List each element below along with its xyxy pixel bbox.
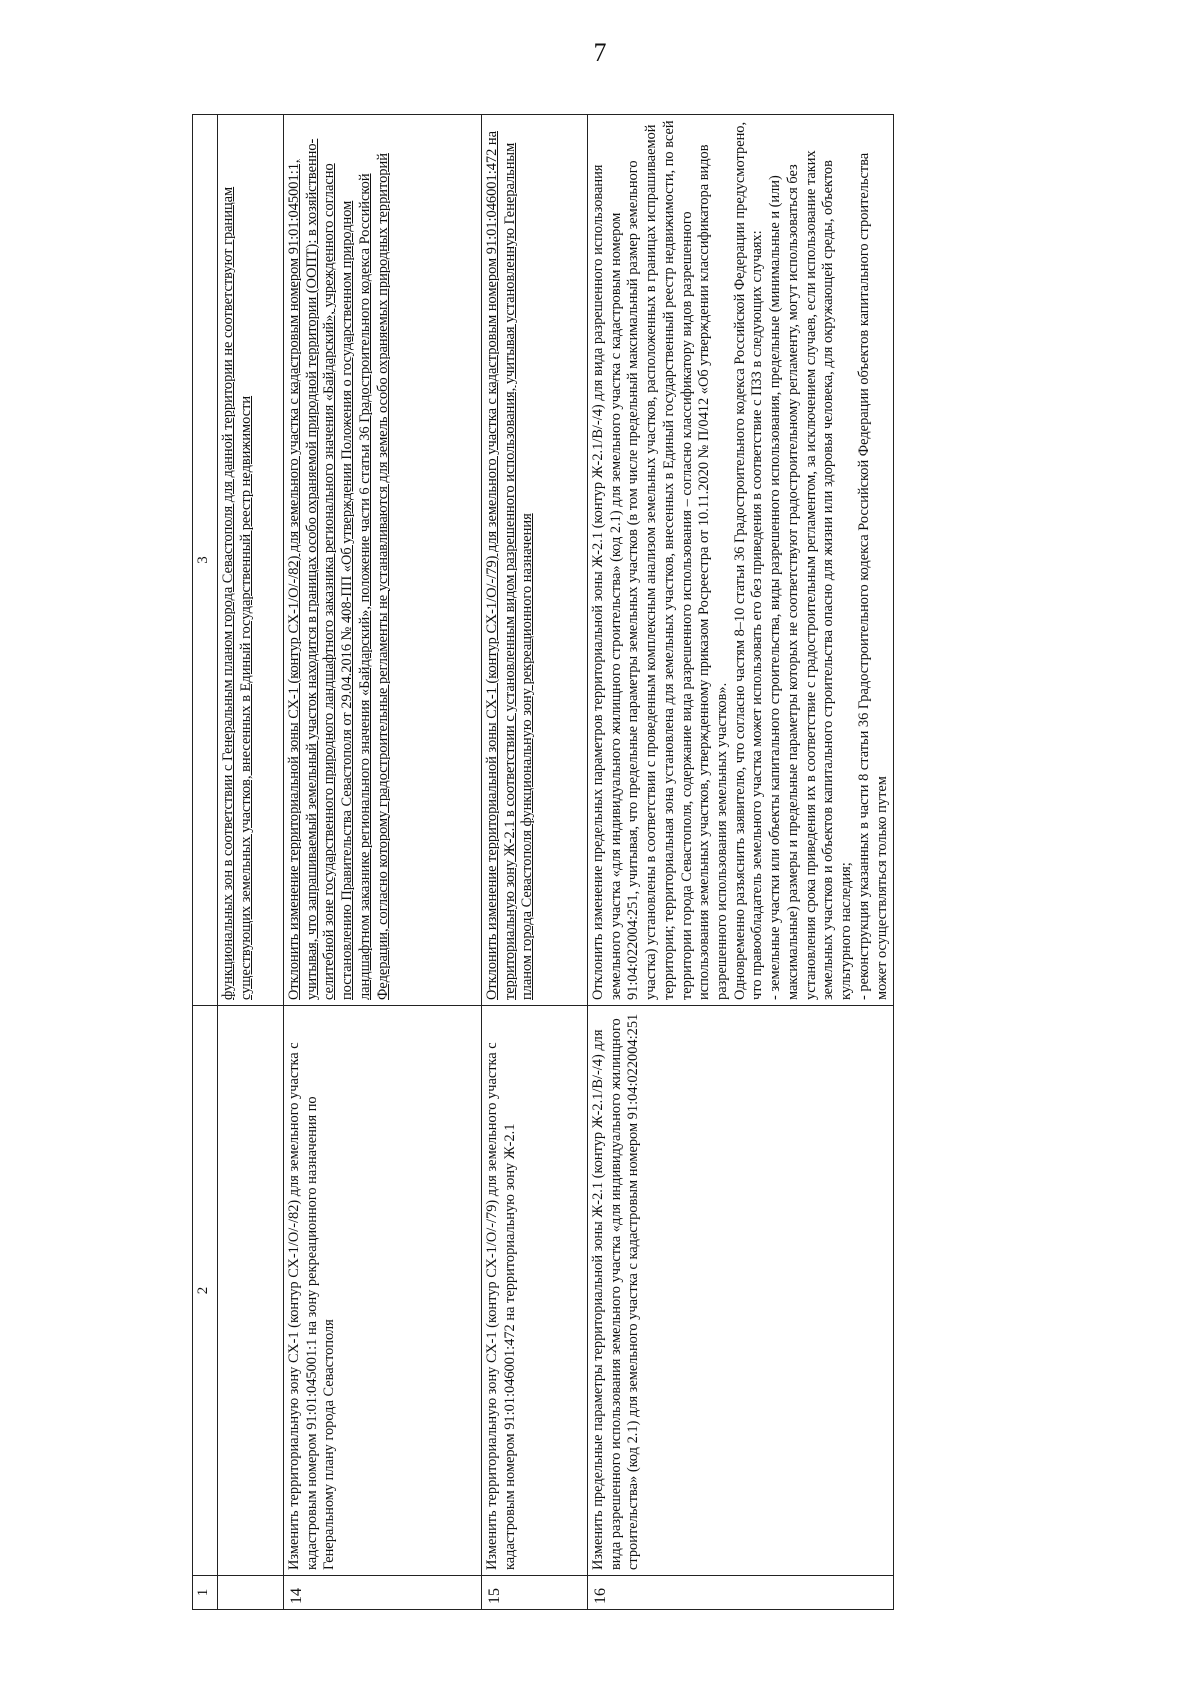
table-row-16 [588, 115, 894, 1610]
table-row-15 [482, 115, 588, 1610]
proposal-cell: Изменить предельные параметры территориальной зоны Ж-2.1 (контур Ж-2.1/В/-/4) для вида разрешенного использования земельного участка «для индивидуального жилищного строительства» (код 2.1) для земельного участка с кадастровым номером 91:04:022004:251 [588, 1006, 894, 1576]
decision-paragraph: Одновременно разъяснить заявителю, что согласно частям 8–10 статьи 36 Градостроительного кодекса Российской Федерации предусмотрено, что правообладатель земельного участка может использовать его без приведения в соответствие с ПЗЗ в следующих случаях: [731, 121, 766, 1000]
column-header-3: 3 [193, 115, 218, 1006]
row-number: 15 [482, 1576, 588, 1610]
decision-paragraph: - реконструкция указанных в части 8 статьи 36 Градостроительного кодекса Российской Федерации объектов капитального строительства может осуществляться только путем [855, 152, 890, 1000]
rotated-table-container [192, 115, 1117, 1610]
table-row-continuation [218, 115, 284, 1610]
table-header-row [193, 115, 218, 1610]
cell-empty [218, 1576, 284, 1610]
page-number: 7 [593, 38, 607, 67]
cell-empty [218, 1006, 284, 1576]
decision-cell: Отклонить изменение территориальной зоны СХ-1 (контур СХ-1/О/-/79) для земельного участка с кадастровым номером 91:01:046001:472 на территориальную зону Ж-2.1 в соответствии с установленным видом разрешенного использования, учитывая установленную Генеральным планом города Севастополя функциональную зону рекреационного назначения [482, 115, 588, 1006]
row-number: 14 [284, 1576, 482, 1610]
column-header-1: 1 [193, 1576, 218, 1610]
continuation-cell: функциональных зон в соответствии с Генеральным планом города Севастополя для данной территории не соответствуют границам существующих земельных участков, внесенных в Единый государственный реестр недвижимости [218, 115, 284, 1006]
decision-cell: Отклонить изменение территориальной зоны СХ-1 (контур СХ-1/О/-/82) для земельного участка с кадастровым номером 91:01:045001:1, учитывая, что запрашиваемый земельный участок находится в границах особо охраняемой природной территории (ООПТ): в хозяйственно-селитебной зоне государственного природного ландшафтного заказника регионального значения «Байдарский», учрежденного согласно постановлению Правительства Севастополя от 29.04.2016 № 408-ПП «Об утверждении Положения о государственном природном ландшафтном заказнике регионального значения «Байдарский», положение части 6 статьи 36 Градостроительного кодекса Российской Федерации, согласно которому градостроительные регламенты не устанавливаются для земель особо охраняемых природных территорий [284, 115, 482, 1006]
proposal-cell: Изменить территориальную зону СХ-1 (контур СХ-1/О/-/82) для земельного участка с кадастровым номером 91:01:045001:1 на зону рекреационного назначения по Генеральному плану города Севастополя [284, 1006, 482, 1576]
decision-cell [588, 115, 894, 1006]
proposals-table [192, 114, 894, 1610]
decision-paragraph: - земельные участки или объекты капитального строительства, виды разрешенного использования, предельные (минимальные и (или) максимальные) размеры и предельные параметры которых не соответствуют градостроительному регламенту, могут использоваться без установления срока приведения их в соответствие с градостроительным регламентом, за исключением случаев, если использование таких земельных участков и объектов капитального строительства опасно для жизни или здоровья человека, для окружающей среды, объектов культурного наследия; [767, 150, 855, 1000]
column-header-2: 2 [193, 1006, 218, 1576]
table-row-14 [284, 115, 482, 1610]
row-number: 16 [588, 1576, 894, 1610]
proposal-cell: Изменить территориальную зону СХ-1 (контур СХ-1/О/-/79) для земельного участка с кадастровым номером 91:01:046001:472 на территориальную зону Ж-2.1 [482, 1006, 588, 1576]
decision-paragraph: Отклонить изменение предельных параметров территориальной зоны Ж-2.1 (контур Ж-2.1/В/-/4) для вида разрешенного использования земельного участка «для индивидуального жилищного строительства» (код 2.1) для земельного участка с кадастровым номером 91:04:022004:251, учитывая, что предельные параметры земельных участков (в том числе предельный максимальный размер земельного участка) установлены в соответствии с проведенным комплексным анализом земельных участков, расположенных в границах испрашиваемой территории; территориальная зона установлена для земельных участков, внесенных в Единый государственный реестр недвижимости, по всей территории города Севастополя, содержание вида разрешенного использования – согласно классификатору видов разрешенного использования земельных участков, утвержденному приказом Росреестра от 10.11.2020 № П/0412 «Об утверждении классификатора видов разрешенного использования земельных участков». [590, 120, 731, 1000]
